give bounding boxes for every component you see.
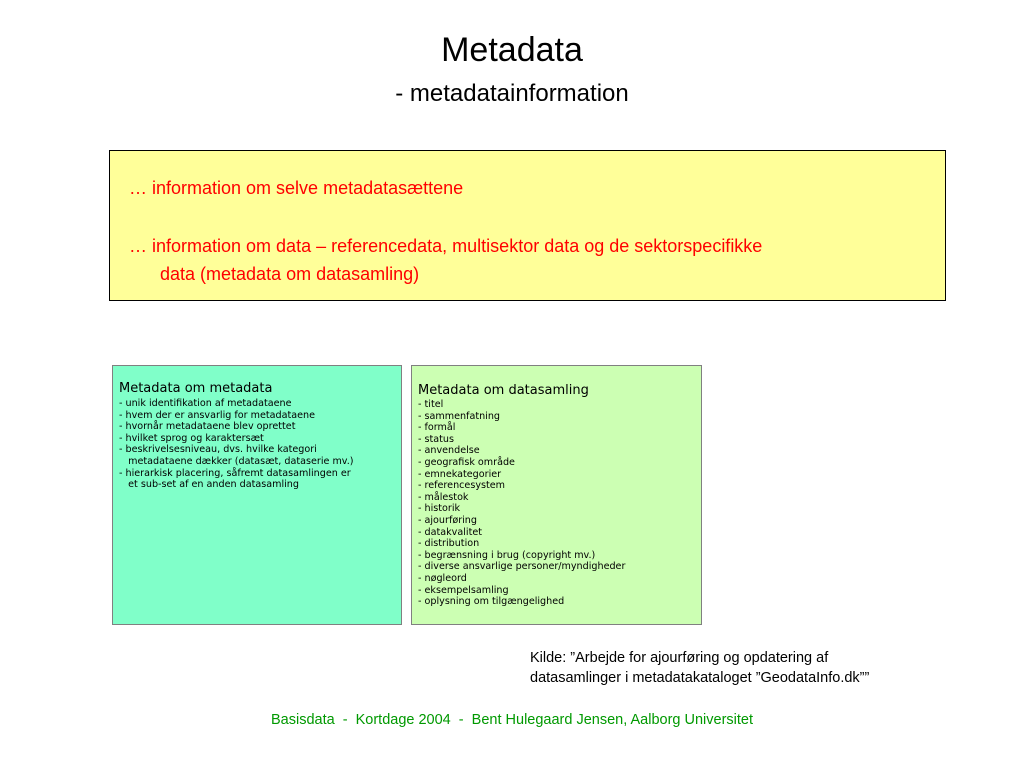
list-item: - nøgleord: [418, 572, 467, 584]
list-item: - status: [418, 433, 454, 445]
source-line-1: Kilde: ”Arbejde for ajourføring og opdatering af: [530, 650, 829, 666]
metadata-about-dataset-panel: [411, 365, 702, 625]
list-item: - geografisk område: [418, 456, 515, 468]
list-item: - begrænsning i brug (copyright mv.): [418, 549, 596, 561]
highlight-box: [109, 150, 946, 301]
list-item: - datakvalitet: [418, 526, 482, 538]
list-item: - formål: [418, 422, 456, 434]
metadata-about-metadata-panel: [112, 365, 402, 625]
list-item: - anvendelse: [418, 445, 480, 457]
list-item: - hvilket sprog og karaktersæt: [119, 432, 264, 444]
slide-subtitle: - metadatainformation: [395, 80, 629, 107]
list-item: - historik: [418, 503, 461, 515]
list-item: - hierarkisk placering, såfremt datasamlingen er: [119, 467, 351, 479]
list-item: - sammenfatning: [418, 410, 500, 422]
list-item: - oplysning om tilgængelighed: [418, 596, 565, 608]
list-item: - hvem der er ansvarlig for metadataene: [119, 409, 316, 421]
list-item: - målestok: [418, 491, 469, 503]
highlight-line-1: … information om selve metadatasættene: [129, 178, 464, 198]
right-panel-heading: Metadata om datasamling: [418, 383, 589, 398]
highlight-line-2: [129, 232, 939, 288]
list-item: - hvornår metadataene blev oprettet: [119, 421, 296, 433]
list-item: - distribution: [418, 538, 480, 550]
highlight-line-2-continuation: data (metadata om datasamling): [160, 264, 420, 284]
highlight-line-2-start: … information om data – referencedata, multisektor data og de sektorspecifikke: [129, 236, 763, 256]
slide-title: Metadata: [441, 31, 583, 69]
left-panel-heading: Metadata om metadata: [119, 381, 273, 396]
slide-footer: Basisdata - Kortdage 2004 - Bent Hulegaard Jensen, Aalborg Universitet: [270, 712, 753, 728]
list-item: - beskrivelsesniveau, dvs. hvilke kategori: [119, 444, 317, 456]
list-item: et sub-set af en anden datasamling: [119, 479, 299, 491]
list-item: - eksempelsamling: [418, 584, 509, 596]
right-panel-list: [418, 399, 698, 608]
left-panel-list: [119, 398, 399, 491]
list-item: - emnekategorier: [418, 468, 502, 480]
list-item: - ajourføring: [418, 514, 477, 526]
list-item: - diverse ansvarlige personer/myndigheder: [418, 561, 626, 573]
list-item: - unik identifikation af metadataene: [119, 398, 292, 409]
list-item: - titel: [418, 399, 444, 410]
list-item: - referencesystem: [418, 480, 506, 492]
source-citation: [530, 648, 1010, 688]
source-line-2: datasamlinger i metadatakataloget ”GeodataInfo.dk””: [530, 670, 870, 686]
list-item: metadataene dækker (datasæt, dataserie mv.): [119, 455, 354, 467]
